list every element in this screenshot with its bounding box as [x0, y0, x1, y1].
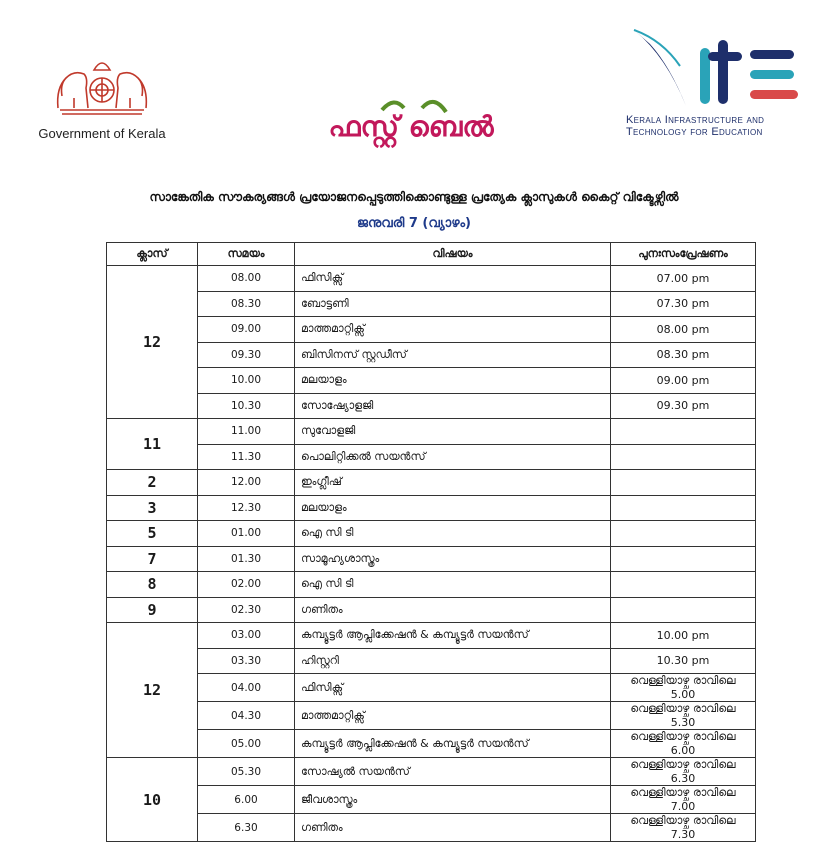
rebroadcast-cell	[611, 521, 756, 547]
table-row	[107, 291, 756, 317]
subject-cell: മലയാളം	[295, 368, 611, 394]
table-row	[107, 674, 756, 702]
time-cell: 03.00	[198, 623, 295, 649]
kite-label	[626, 114, 806, 138]
table-row	[107, 368, 756, 394]
rebroadcast-cell: വെള്ളിയാഴ്ച രാവിലെ 5.30	[611, 702, 756, 730]
time-cell: 6.00	[198, 786, 295, 814]
rebroadcast-cell: 10.00 pm	[611, 623, 756, 649]
time-cell: 12.00	[198, 470, 295, 496]
kite-logo-text: KITE	[628, 110, 631, 111]
time-cell: 09.30	[198, 342, 295, 368]
rebroadcast-cell: 09.00 pm	[611, 368, 756, 394]
rebroadcast-cell	[611, 495, 756, 521]
time-cell: 6.30	[198, 814, 295, 842]
time-cell: 11.00	[198, 419, 295, 445]
table-row	[107, 786, 756, 814]
schedule-heading: സാങ്കേതിക സൗകര്യങ്ങൾ പ്രയോജനപ്പെടുത്തിക്കൊണ്ടുള്ള പ്രത്യേക ക്ലാസുകൾ കൈറ്റ് വിക്ടേഴ്സിൽ	[149, 190, 679, 204]
table-row	[107, 495, 756, 521]
kite-logo-block	[626, 26, 806, 146]
schedule-table	[106, 242, 756, 842]
rebroadcast-cell: വെള്ളിയാഴ്ച രാവിലെ 7.30	[611, 814, 756, 842]
subject-cell: മാത്തമാറ്റിക്സ്	[295, 317, 611, 343]
class-cell: 7	[107, 546, 198, 572]
rebroadcast-cell: വെള്ളിയാഴ്ച രാവിലെ 6.30	[611, 758, 756, 786]
subject-cell: സുവോളജി	[295, 419, 611, 445]
class-cell: 12	[107, 623, 198, 758]
time-cell: 03.30	[198, 648, 295, 674]
subject-cell: കമ്പ്യൂട്ടർ ആപ്ലിക്കേഷൻ & കമ്പ്യൂട്ടർ സയൻസ്	[295, 623, 611, 649]
column-header-class: ക്ലാസ്	[107, 243, 198, 266]
time-cell: 08.30	[198, 291, 295, 317]
rebroadcast-cell: 10.30 pm	[611, 648, 756, 674]
government-label: Government of Kerala	[38, 126, 166, 141]
table-row	[107, 317, 756, 343]
subject-cell: പൊലിറ്റിക്കൽ സയൻസ്	[295, 444, 611, 470]
subject-cell: ബോട്ടണി	[295, 291, 611, 317]
time-cell: 01.00	[198, 521, 295, 547]
time-cell: 05.00	[198, 730, 295, 758]
rebroadcast-cell: 07.00 pm	[611, 266, 756, 292]
rebroadcast-cell: വെള്ളിയാഴ്ച രാവിലെ 5.00	[611, 674, 756, 702]
class-cell: 8	[107, 572, 198, 598]
class-cell: 2	[107, 470, 198, 496]
column-header-subject: വിഷയം	[295, 243, 611, 266]
rebroadcast-cell: വെള്ളിയാഴ്ച രാവിലെ 7.00	[611, 786, 756, 814]
subject-cell: ഫിസിക്സ്	[295, 674, 611, 702]
table-row	[107, 470, 756, 496]
rebroadcast-cell: 07.30 pm	[611, 291, 756, 317]
kite-label-line2: Technology for Education	[626, 126, 763, 138]
government-of-kerala-block	[22, 48, 182, 141]
table-row	[107, 572, 756, 598]
class-cell: 9	[107, 597, 198, 623]
rebroadcast-cell: 08.30 pm	[611, 342, 756, 368]
table-row	[107, 444, 756, 470]
subject-cell: മലയാളം	[295, 495, 611, 521]
table-body	[107, 266, 756, 842]
subject-cell: സോഷ്യൽ സയൻസ്	[295, 758, 611, 786]
time-cell: 04.00	[198, 674, 295, 702]
time-cell: 02.00	[198, 572, 295, 598]
time-cell: 10.00	[198, 368, 295, 394]
subject-cell: ഐ സി ടി	[295, 521, 611, 547]
class-cell: 10	[107, 758, 198, 842]
subject-cell: ഹിസ്റ്ററി	[295, 648, 611, 674]
subject-cell: സാമൂഹ്യശാസ്ത്രം	[295, 546, 611, 572]
subject-cell: ബിസിനസ് സ്റ്റഡീസ്	[295, 342, 611, 368]
rebroadcast-cell	[611, 572, 756, 598]
table-row	[107, 702, 756, 730]
column-header-rebroadcast: പുനഃസംപ്രേഷണം	[611, 243, 756, 266]
rebroadcast-cell	[611, 444, 756, 470]
subject-cell: ഗണിതം	[295, 814, 611, 842]
time-cell: 09.00	[198, 317, 295, 343]
table-row	[107, 419, 756, 445]
subject-cell: സോഷ്യോളജി	[295, 393, 611, 419]
schedule-date: ജനുവരി 7 (വ്യാഴം)	[357, 216, 471, 231]
subject-cell: കമ്പ്യൂട്ടർ ആപ്ലിക്കേഷൻ & കമ്പ്യൂട്ടർ സയൻസ്	[295, 730, 611, 758]
time-cell: 12.30	[198, 495, 295, 521]
column-header-time: സമയം	[198, 243, 295, 266]
table-row	[107, 648, 756, 674]
first-bell-logo-text: ഫസ്റ്റ് ബെൽ	[328, 110, 494, 143]
rebroadcast-cell: 08.00 pm	[611, 317, 756, 343]
rebroadcast-cell: 09.30 pm	[611, 393, 756, 419]
table-row	[107, 730, 756, 758]
kite-label-line1: Kerala Infrastructure and	[626, 114, 765, 126]
table-row	[107, 521, 756, 547]
table-row	[107, 393, 756, 419]
table-header-row	[107, 243, 756, 266]
class-cell: 11	[107, 419, 198, 470]
class-cell: 12	[107, 266, 198, 419]
time-cell: 02.30	[198, 597, 295, 623]
subject-cell: ഇംഗ്ലീഷ്	[295, 470, 611, 496]
time-cell: 01.30	[198, 546, 295, 572]
time-cell: 05.30	[198, 758, 295, 786]
rebroadcast-cell	[611, 470, 756, 496]
table-row	[107, 623, 756, 649]
time-cell: 10.30	[198, 393, 295, 419]
rebroadcast-cell: വെള്ളിയാഴ്ച രാവിലെ 6.00	[611, 730, 756, 758]
class-cell: 5	[107, 521, 198, 547]
table-row	[107, 814, 756, 842]
table-row	[107, 342, 756, 368]
table-row	[107, 758, 756, 786]
time-cell: 08.00	[198, 266, 295, 292]
first-bell-logo-icon	[328, 88, 494, 168]
subject-cell: ഫിസിക്സ്	[295, 266, 611, 292]
subject-cell: ഐ സി ടി	[295, 572, 611, 598]
subject-cell: ഗണിതം	[295, 597, 611, 623]
time-cell: 11.30	[198, 444, 295, 470]
subject-cell: മാത്തമാറ്റിക്സ്	[295, 702, 611, 730]
kite-logo-icon	[626, 26, 806, 112]
class-cell: 3	[107, 495, 198, 521]
table-row	[107, 546, 756, 572]
rebroadcast-cell	[611, 597, 756, 623]
page-header	[0, 0, 828, 180]
table-row	[107, 266, 756, 292]
rebroadcast-cell	[611, 419, 756, 445]
kerala-emblem-icon	[52, 48, 152, 122]
rebroadcast-cell	[611, 546, 756, 572]
time-cell: 04.30	[198, 702, 295, 730]
table-row	[107, 597, 756, 623]
subject-cell: ജീവശാസ്ത്രം	[295, 786, 611, 814]
